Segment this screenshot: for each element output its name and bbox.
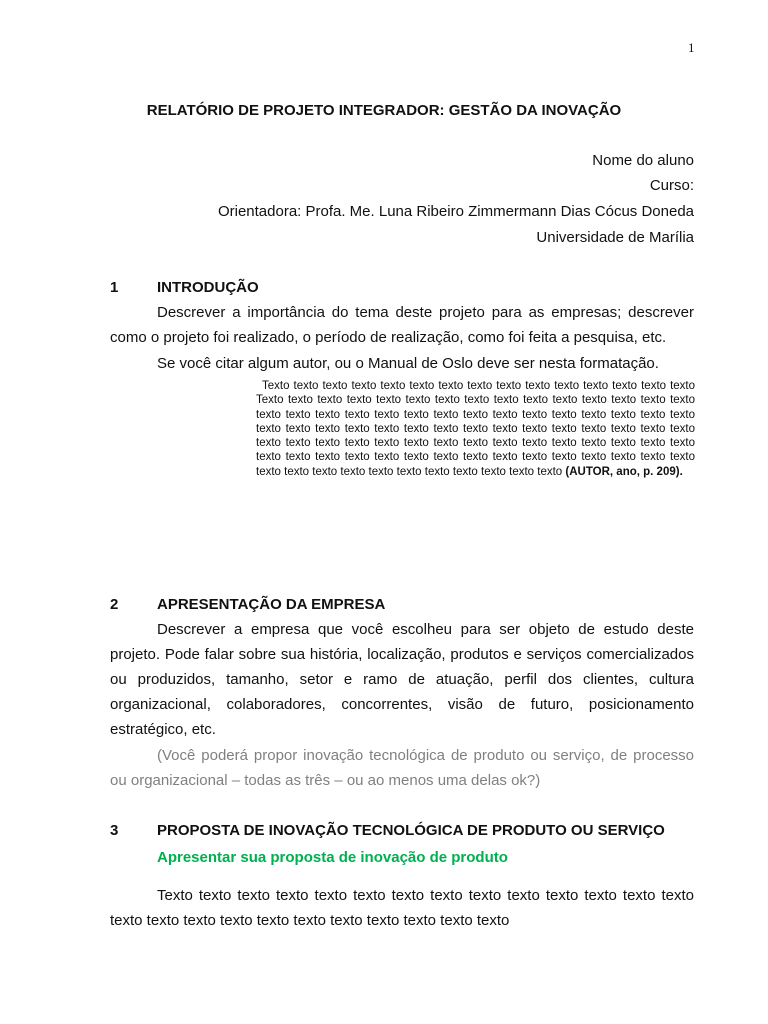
university-name: Universidade de Marília (536, 229, 694, 246)
section-number: 2 (110, 596, 119, 613)
section-heading-empresa (110, 596, 385, 613)
page-number: 1 (688, 40, 695, 55)
section-title: INTRODUÇÃO (157, 279, 259, 296)
student-name: Nome do aluno (592, 152, 694, 169)
quote-text: Texto texto texto texto texto texto texto texto texto texto texto texto texto texto texto Texto texto texto texto texto texto texto texto texto texto texto texto texto texto texto texto texto texto texto texto texto texto texto texto texto texto texto texto texto texto texto texto texto texto texto texto texto texto texto texto texto texto texto texto texto texto texto texto texto texto texto texto texto texto texto texto texto texto texto texto texto texto texto texto texto texto texto texto texto texto texto texto texto texto texto texto texto texto texto texto texto texto texto texto texto texto (256, 380, 695, 478)
section-heading-introducao (110, 279, 259, 296)
citation-note-paragraph: Se você citar algum autor, ou o Manual de Oslo deve ser nesta formatação. (157, 355, 659, 372)
section-subtitle: Apresentar sua proposta de inovação de produto (157, 849, 508, 866)
section-title: PROPOSTA DE INOVAÇÃO TECNOLÓGICA DE PRODUTO OU SERVIÇO (157, 822, 665, 839)
section-number: 3 (110, 822, 119, 839)
block-quote (256, 379, 695, 479)
intro-paragraph: Descrever a importância do tema deste projeto para as empresas; descrever como o projeto foi realizado, o período de realização, como foi feita a pesquisa, etc. (110, 304, 694, 346)
section-title: APRESENTAÇÃO DA EMPRESA (157, 596, 386, 613)
section-heading-proposta (110, 822, 665, 839)
section-number: 1 (110, 279, 119, 296)
company-paragraph: Descrever a empresa que você escolheu para ser objeto de estudo deste projeto. Pode falar sobre sua história, localização, produtos e serviços comercializados ou produzidos, tamanho, setor e ramo de atuação, perfil dos clientes, cultura organizacional, colaboradores, concorrentes, visão de futuro, posicionamento estratégico, etc. (110, 621, 694, 738)
course-label: Curso: (649, 177, 694, 194)
proposal-paragraph: Texto texto texto texto texto texto texto texto texto texto texto texto texto texto texto texto texto texto texto texto texto texto texto texto texto (110, 887, 694, 929)
document-title: RELATÓRIO DE PROJETO INTEGRADOR: GESTÃO DA INOVAÇÃO (146, 102, 622, 119)
quote-citation: (AUTOR, ano, p. 209). (565, 465, 683, 478)
innovation-note-paragraph: (Você poderá propor inovação tecnológica de produto ou serviço, de processo ou organizacional – todas as três – ou ao menos uma delas ok?) (110, 747, 694, 789)
advisor-line: Orientadora: Profa. Me. Luna Ribeiro Zimmermann Dias Cócus Doneda (217, 203, 694, 220)
